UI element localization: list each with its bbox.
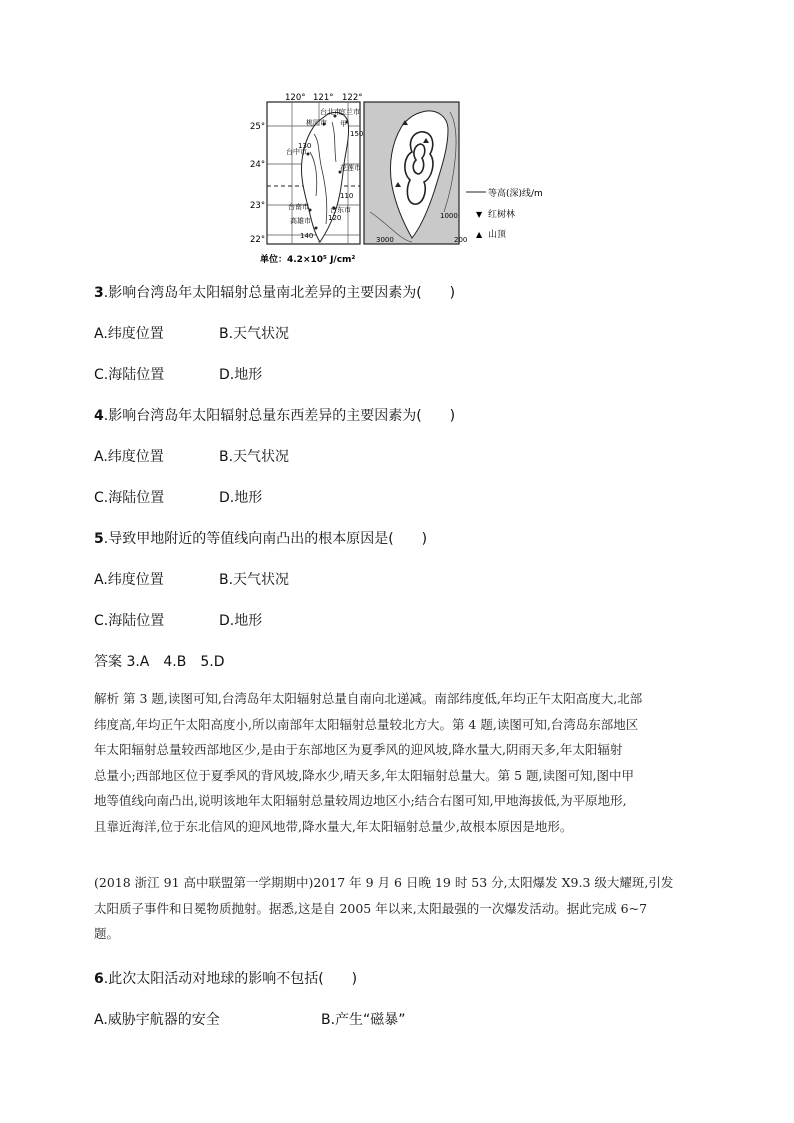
legend-contour: 等高(深)线/m <box>488 189 543 199</box>
taiwan-maps-svg <box>240 92 570 272</box>
place-label: 甲 <box>340 120 347 128</box>
analysis-line: 年太阳辐射总量较西部地区少,是由于东部地区为夏季风的迎风坡,降水量大,阴雨天多,年太阳辐射 <box>94 742 623 757</box>
question-number: 5 <box>94 531 104 547</box>
analysis-line: 且靠近海洋,位于东北信风的迎风地带,降水量大,年太阳辐射总量少,故根本原因是地形。 <box>94 818 573 834</box>
analysis-block <box>94 686 714 839</box>
lon-label: 121° <box>313 93 334 103</box>
place-label: 台南市 <box>288 203 309 211</box>
option-a[interactable]: A.纬度位置 <box>94 449 164 465</box>
intro-line: (2018 浙江 91 高中联盟第一学期期中)2017 年 9 月 6 日晚 19 时 53 分,太阳爆发 X9.3 级大耀斑,引发 <box>94 875 674 890</box>
contour-value: 120 <box>328 214 342 222</box>
question-text: .影响台湾岛年太阳辐射总量南北差异的主要因素为( ) <box>103 285 456 301</box>
option-b[interactable]: B.天气状况 <box>219 326 290 342</box>
analysis-line: 纬度高,年均正午太阳高度小,所以南部年太阳辐射总量较北方大。第 4 题,读图可知,台湾岛东部地区 <box>94 716 639 732</box>
place-label: 宜兰市 <box>339 108 360 116</box>
analysis-line: 解析 第 3 题,读图可知,台湾岛年太阳辐射总量自南向北递减。南部纬度低,年均正午太阳高度大,北部 <box>94 691 643 706</box>
lat-label: 23° <box>250 201 266 211</box>
legend-peak: 山顶 <box>488 230 507 240</box>
question-text: .导致甲地附近的等值线向南凸出的根本原因是( ) <box>103 531 428 547</box>
answer-line: 答案 3.A 4.B 5.D <box>94 654 225 670</box>
contour-value: 150 <box>350 130 364 138</box>
question-4 <box>94 407 455 425</box>
lat-label: 25° <box>250 122 266 132</box>
option-d[interactable]: D.地形 <box>219 490 263 506</box>
option-d[interactable]: D.地形 <box>219 367 263 383</box>
mangrove-icon: ▼ <box>476 210 483 219</box>
option-a[interactable]: A.威胁宇航器的安全 <box>94 1012 220 1028</box>
option-c[interactable]: C.海陆位置 <box>94 367 165 383</box>
question-5 <box>94 530 427 548</box>
depth-label: 1000 <box>440 212 458 220</box>
option-d[interactable]: D.地形 <box>219 613 263 629</box>
question-text: .此次太阳活动对地球的影响不包括( ) <box>103 971 358 987</box>
passage-intro <box>94 870 714 947</box>
place-label: 花莲市 <box>340 164 361 172</box>
contour-value: 130 <box>298 142 312 150</box>
lon-label: 122° <box>342 93 363 103</box>
option-b[interactable]: B.天气状况 <box>219 449 290 465</box>
unit-label: 单位：4.2×10⁵ J/cm² <box>260 255 356 265</box>
question-number: 4 <box>94 408 104 424</box>
option-b[interactable]: B.天气状况 <box>219 572 290 588</box>
analysis-line: 地等值线向南凸出,说明该地年太阳辐射总量较周边地区小;结合右图可知,甲地海拔低,为平原地形, <box>94 793 627 808</box>
question-number: 6 <box>94 971 104 987</box>
contour-value: 110 <box>340 192 354 200</box>
place-label: 台北市 <box>320 108 341 116</box>
analysis-line: 总量小;西部地区位于夏季风的背风坡,降水少,晴天多,年太阳辐射总量大。第 5 题,读图可知,图中甲 <box>94 767 634 783</box>
option-a[interactable]: A.纬度位置 <box>94 326 164 342</box>
intro-line: 太阳质子事件和日冕物质抛射。据悉,这是自 2005 年以来,太阳最强的一次爆发活动。据此完成 6~7 <box>94 900 648 916</box>
peak-icon: ▲ <box>476 230 483 239</box>
taiwan-map-figure <box>240 92 570 272</box>
place-label: 台中市 <box>286 148 307 156</box>
question-number: 3 <box>94 285 104 301</box>
option-c[interactable]: C.海陆位置 <box>94 490 165 506</box>
option-c[interactable]: C.海陆位置 <box>94 613 165 629</box>
lon-label: 120° <box>285 93 306 103</box>
option-a[interactable]: A.纬度位置 <box>94 572 164 588</box>
lat-label: 24° <box>250 160 266 170</box>
option-b[interactable]: B.产生“磁暴” <box>321 1012 406 1028</box>
place-label: 桃园市 <box>306 119 327 127</box>
place-label: 高雄市 <box>290 217 311 225</box>
depth-label: 3000 <box>376 236 394 244</box>
lat-label: 22° <box>250 235 266 245</box>
place-label: 台东市 <box>330 206 351 214</box>
depth-label: 200 <box>454 236 468 244</box>
intro-line: 题。 <box>94 926 120 941</box>
question-3 <box>94 284 455 302</box>
question-text: .影响台湾岛年太阳辐射总量东西差异的主要因素为( ) <box>103 408 456 424</box>
question-6 <box>94 970 357 988</box>
contour-value: 140 <box>300 232 314 240</box>
legend-mangrove: 红树林 <box>488 210 516 220</box>
